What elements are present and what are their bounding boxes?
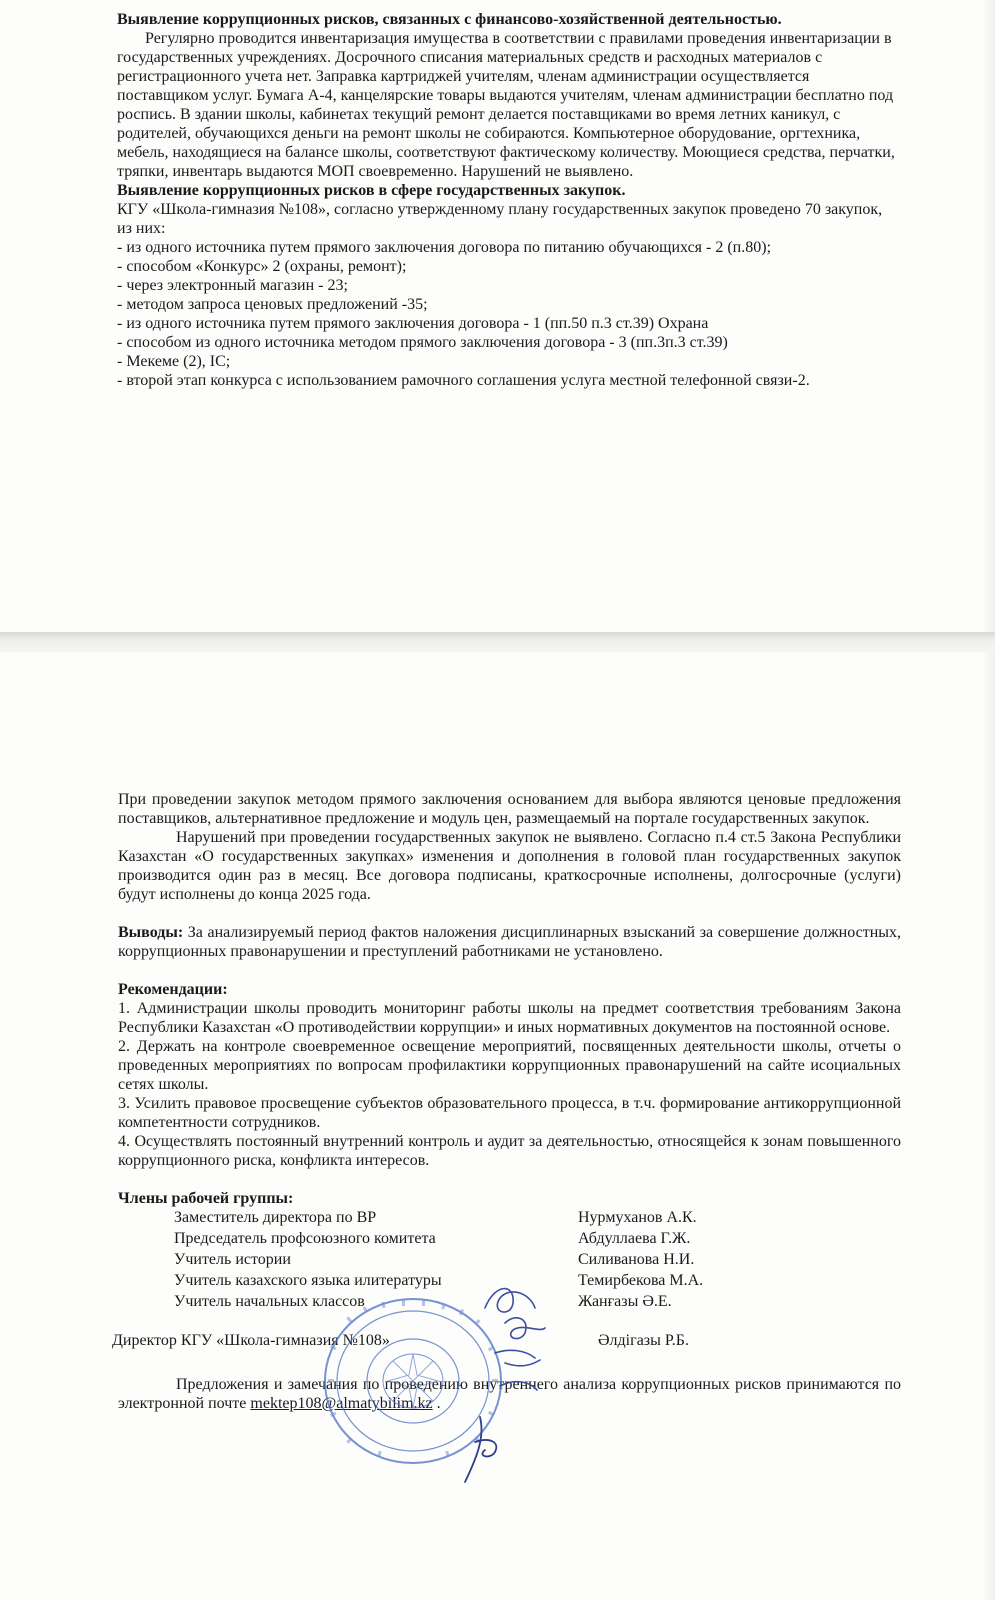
paragraph-inventory: Регулярно проводится инвентаризация имущества в соответствии с правилами проведения инвентаризации в государственных учреждениях. Досрочного списания материальных средств и расходных материалов с регистрационного учета нет. Заправка картриджей учителям, членам администрации осуществляется поставщиком услуг. Бумага А-4, канцелярские товары выдаются учителям, членам администрации бесплатно под роспись. В здании школы, кабинетах текущий ремонт делается поставщиками во время летних каникул, с родителей, обучающихся деньги на ремонт школы не собираются. Компьютерное оборудование, оргтехника, мебель, находящиеся на балансе школы, соответствуют фактическому количеству. Моющиеся средства, перчатки, тряпки, инвентарь выдаются МОП своевременно. Нарушений не выявлено. — [117, 30, 895, 180]
list-item: - способом из одного источника методом прямого заключения договора - 3 (пп.3п.3 ст.39) — [117, 334, 728, 351]
director-signature-line — [112, 1331, 901, 1353]
conclusions — [118, 923, 901, 961]
members-heading: Члены рабочей группы: — [118, 1190, 294, 1207]
member-role: Учитель истории — [174, 1251, 291, 1268]
member-name: Абдуллаева Г.Ж. — [578, 1230, 691, 1247]
page-edge-shadow — [981, 652, 995, 1600]
list-item: - из одного источника путем прямого заключения договора - 1 (пп.50 п.3 ст.39) Охрана — [117, 315, 709, 332]
section-heading-financial: Выявление коррупционных рисков, связанных с финансово-хозяйственной деятельностью. — [117, 11, 782, 28]
list-item: - способом «Конкурс» 2 (охраны, ремонт); — [117, 258, 407, 275]
closing-text: Предложения и замечания по проведению внутреннего анализа коррупционных рисков принимаются по электронной почте — [118, 1376, 901, 1412]
conclusions-label: Выводы: — [118, 924, 184, 941]
member-name: Силиванова Н.И. — [578, 1251, 695, 1268]
member-role: Учитель казахского языка илитературы — [174, 1272, 442, 1289]
procurement-list — [117, 238, 897, 390]
email-link[interactable]: mektep108@almatybilim.kz — [250, 1395, 433, 1412]
member-row — [118, 1208, 901, 1229]
member-row — [118, 1229, 901, 1250]
member-role: Председатель профсоюзного комитета — [174, 1230, 436, 1247]
member-row — [118, 1271, 901, 1292]
closing-end: . — [432, 1395, 441, 1412]
list-item: - Мекеме (2), IC; — [117, 353, 231, 370]
member-row — [118, 1250, 901, 1271]
closing-paragraph — [118, 1375, 901, 1413]
list-item: 1. Администрации школы проводить мониторинг работы школы на предмет соответствия требованиям Закона Республики Казахстан «О противодействии коррупции» и иных нормативных документов на постоянной основе. — [118, 1000, 901, 1036]
member-name: Темирбекова М.А. — [578, 1272, 704, 1289]
page-edge-shadow — [981, 0, 995, 632]
page1-body — [117, 10, 897, 390]
document-page-1 — [0, 0, 995, 632]
list-item: - второй этап конкурса с использованием рамочного соглашения услуга местной телефонной связи-2. — [117, 372, 810, 389]
paragraph-direct-contract: При проведении закупок методом прямого заключения основанием для выбора являются ценовые предложения поставщиков, альтернативное предложение и модуль цен, размещаемый на портале государственных закупок. — [118, 791, 901, 827]
list-item: - методом запроса ценовых предложений -35; — [117, 296, 428, 313]
member-row — [118, 1292, 901, 1313]
member-name: Жанғазы Ә.Е. — [578, 1293, 672, 1310]
list-item: 4. Осуществлять постоянный внутренний контроль и аудит за деятельностью, относящейся к зонам повышенного коррупционного риска, конфликта интересов. — [118, 1133, 901, 1169]
page2-body — [112, 790, 901, 1413]
director-name: Әлдігазы Р.Б. — [598, 1332, 689, 1349]
section-heading-procurement: Выявление коррупционных рисков в сфере государственных закупок. — [117, 182, 626, 199]
director-title: Директор КГУ «Школа-гимназия №108» — [112, 1332, 390, 1349]
page-separator — [0, 632, 995, 652]
working-group-members — [118, 1208, 901, 1313]
member-role: Заместитель директора по ВР — [174, 1209, 377, 1226]
member-role: Учитель начальных классов — [174, 1293, 365, 1310]
member-name: Нурмуханов А.К. — [578, 1209, 697, 1226]
recommendations-list — [118, 999, 901, 1170]
list-item: - из одного источника путем прямого заключения договора по питанию обучающихся - 2 (п.80); — [117, 239, 772, 256]
recommendations-heading: Рекомендации: — [118, 981, 228, 998]
conclusions-text: За анализируемый период фактов наложения дисциплинарных взысканий за совершение должностных, коррупционных правонарушении и преступлений работниками не установлено. — [118, 924, 901, 960]
paragraph-no-violations: Нарушений при проведении государственных закупок не выявлено. Согласно п.4 ст.5 Закона Республики Казахстан «О государственных закупках» изменения и дополнения в головой план государственных закупок производится один раз в месяц. Все договора подписаны, краткосрочные исполнены, долгосрочные (услуги) будут исполнены до конца 2025 года. — [118, 829, 901, 903]
list-item: 3. Усилить правовое просвещение субъектов образовательного процесса, в т.ч. формирование антикоррупционной компетентности сотрудников. — [118, 1095, 901, 1131]
procurement-intro: КГУ «Школа-гимназия №108», согласно утвержденному плану государственных закупок проведено 70 закупок, из них: — [117, 201, 883, 237]
list-item: 2. Держать на контроле своевременное освещение мероприятий, посвященных деятельности школы, отчеты о проведенных мероприятиях по вопросам профилактики коррупционных правонарушений на сайте исоциальных сетях школы. — [118, 1038, 901, 1093]
list-item: - через электронный магазин - 23; — [117, 277, 348, 294]
